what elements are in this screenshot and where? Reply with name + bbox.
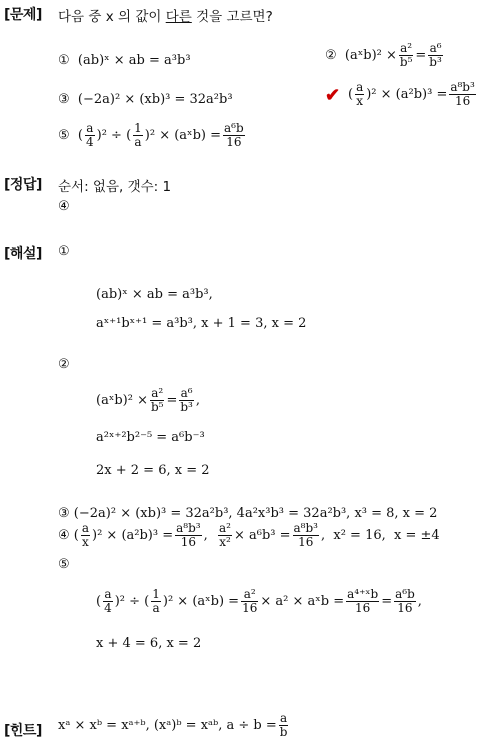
choice-3-number: ③	[58, 92, 70, 107]
explanation-2-line-3: 2x + 2 = 6, x = 2	[96, 463, 210, 478]
choice-5-number: ⑤	[58, 128, 70, 143]
explanation-2-line-2: a²ˣ⁺²b²⁻⁵ = a⁶b⁻³	[96, 430, 205, 445]
explanation-2-number: ②	[58, 357, 70, 372]
answer-choice: ④	[58, 199, 70, 214]
explanation-5-line-2: x + 4 = 6, x = 2	[96, 636, 202, 651]
explanation-3: ③ (−2a)² × (xb)³ = 32a²b³, 4a²x³b³ = 32a²b³, x³ = 8, x = 2	[58, 506, 438, 521]
question-text	[58, 5, 273, 25]
explanation-2-line-1: (aˣb)² × $\frac{\text{a²}}{\text{b⁵}}$ = $\frac{\text{a⁶}}{\text{b³}}$ ,	[96, 386, 201, 414]
check-mark-icon: ✔	[325, 85, 341, 106]
hint-text: xᵃ × xᵇ = xᵃ⁺ᵇ, (xᵃ)ᵇ = xᵃᵇ, a ÷ b =	[58, 718, 277, 733]
answer-label: [정답]	[4, 177, 42, 193]
question-underlined-word: 다른	[165, 9, 192, 25]
explanation-1-line-2: aˣ⁺¹bˣ⁺¹ = a³b³, x + 1 = 3, x = 2	[96, 316, 307, 331]
choice-2-expression: (aˣb)² × $\frac{\text{a²}}{\text{b⁵}}$ = $\frac{\text{a⁶}}{\text{b³}}$	[344, 41, 442, 69]
question-part-1: 다음 중 x 의 값이	[58, 9, 166, 25]
explanation-1-number: ①	[58, 244, 70, 259]
explanation-5-line-1: ( $\frac{a}{4}$ )² ÷ ( $\frac{1}{a}$ )² × (aˣb) = $\frac{\text{a²}}{16}$ × a² × aˣb = $\frac{\text{a⁴⁺ˣb}}{16}$ = $\frac{\text{a⁶b}}{16}$ ,	[96, 587, 422, 615]
choice-2-number: ②	[325, 48, 337, 63]
explanation-1-line-1: (ab)ˣ × ab = a³b³,	[96, 287, 213, 302]
explanation-4: ④ ( $\frac{a}{x}$ )² × (a²b)³ = $\frac{\text{a⁸b³}}{16}$ , $\frac{\text{a²}}{\text{x²}}$ × a⁶b³ = $\frac{\text{a⁸b³}}{16}$ , x² = 16, x = ±4	[58, 521, 440, 549]
hint-label: [힌트]	[4, 723, 42, 739]
choice-1	[58, 53, 191, 68]
choice-1-number: ①	[58, 53, 70, 68]
explanation-5-number: ⑤	[58, 557, 70, 572]
hint-formula: xᵃ × xᵇ = xᵃ⁺ᵇ, (xᵃ)ᵇ = xᵃᵇ, a ÷ b = $\frac{a}{b}$	[58, 711, 288, 739]
problem-label: [문제]	[4, 7, 42, 23]
choice-5	[58, 122, 247, 149]
choice-5-expression: ( $\frac{a}{4}$ )² ÷ ( $\frac{1}{a}$ )² × (aˣb) = $\frac{\text{a⁶b}}{16}$	[77, 121, 244, 149]
question-part-2: 것을 고르면?	[191, 9, 273, 25]
choice-3-expression: (−2a)² × (xb)³ = 32a²b³	[77, 92, 233, 107]
answer-summary: 순서: 없음, 갯수: 1	[58, 179, 172, 195]
choice-4-expression: ( $\frac{a}{x}$ )² × (a²b)³ = $\frac{\text{a⁸b³}}{16}$	[348, 80, 475, 108]
choice-3	[58, 92, 233, 107]
explanation-label: [해설]	[4, 246, 42, 262]
choice-1-expression: (ab)ˣ × ab = a³b³	[77, 53, 191, 68]
choice-2	[325, 42, 445, 69]
